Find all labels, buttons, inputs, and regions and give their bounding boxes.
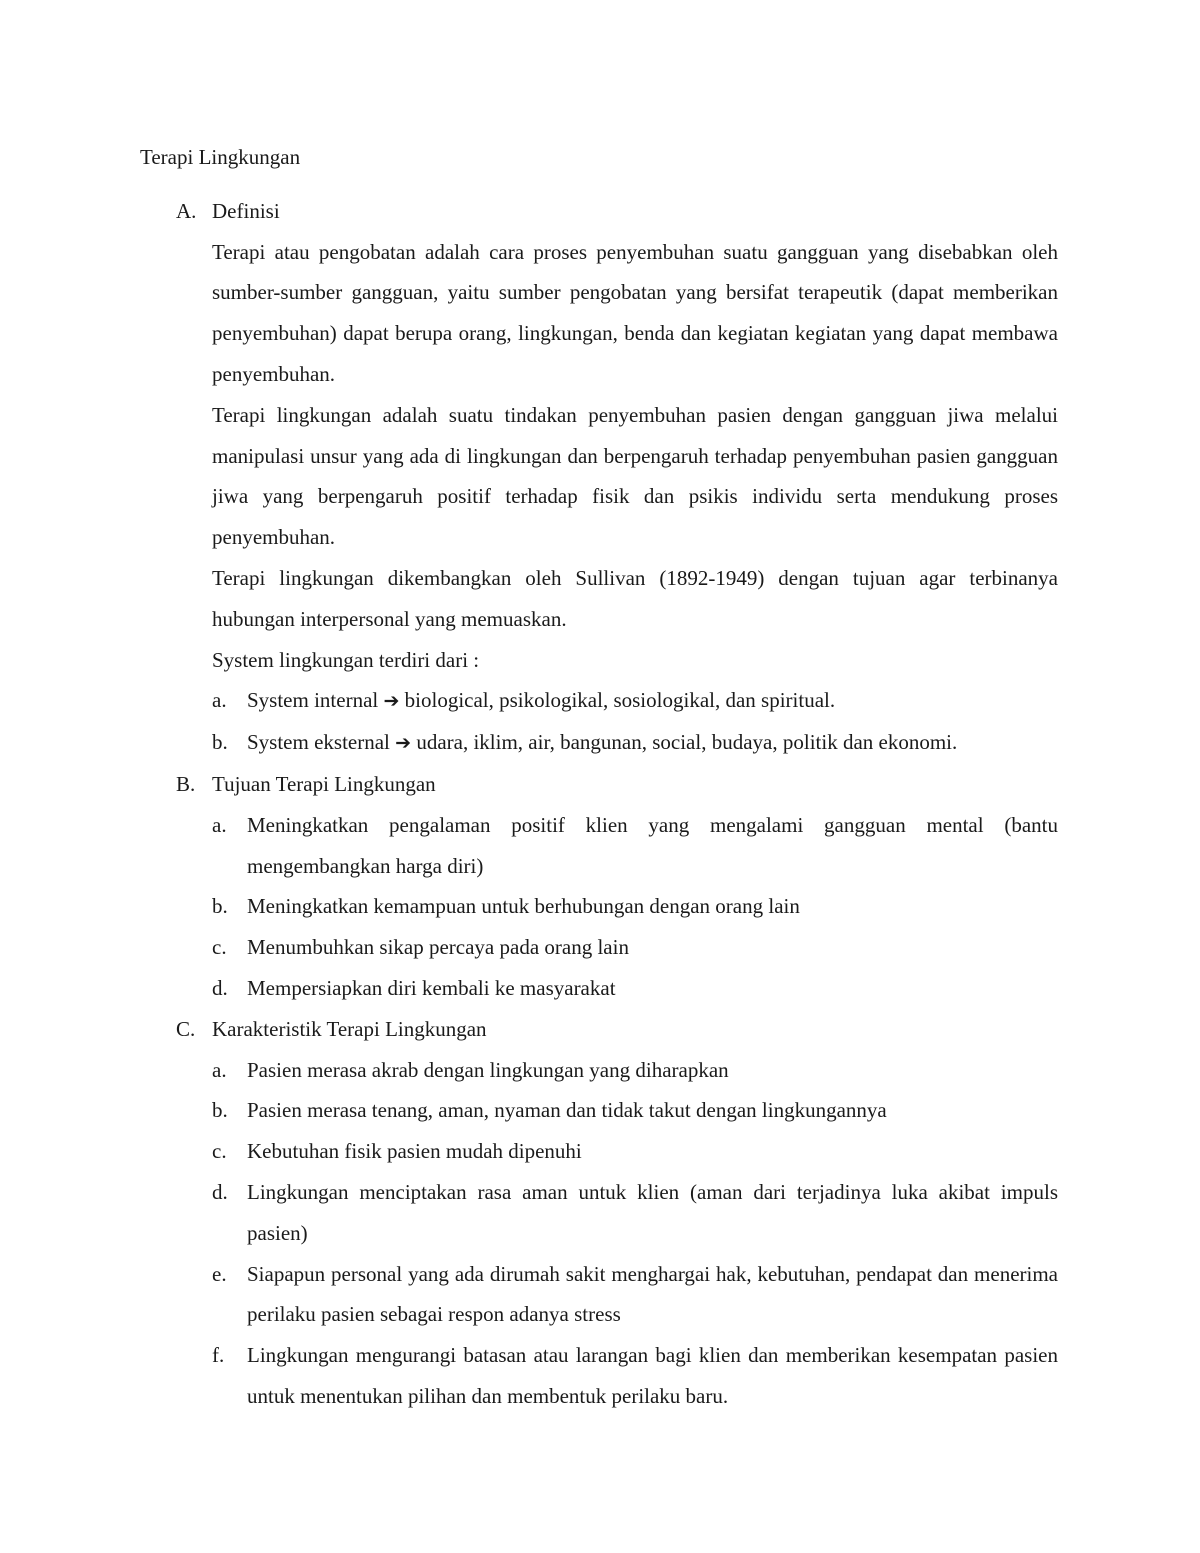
list-item-text: Pasien merasa akrab dengan lingkungan yang diharapkan (247, 1057, 729, 1082)
section-definisi (140, 191, 1058, 764)
list-item-text (247, 722, 1058, 764)
list-item (212, 968, 1058, 1009)
section-body (212, 1050, 1058, 1417)
list-item (212, 1254, 1058, 1336)
list-item-text: Siapapun personal yang ada dirumah sakit menghargai hak, kebutuhan, pendapat dan menerima perilaku pasien sebagai respon adanya stress (247, 1261, 1058, 1327)
list-item-text: Lingkungan menciptakan rasa aman untuk klien (aman dari terjadinya luka akibat impuls pasien) (247, 1179, 1058, 1245)
list-item-letter: a. (212, 688, 227, 713)
list-item (212, 1131, 1058, 1172)
system-label: System internal (247, 688, 379, 713)
list-item-letter: a. (212, 1057, 227, 1082)
section-heading (140, 191, 1058, 232)
list-item-letter: f. (212, 1343, 225, 1368)
list-item (212, 680, 1058, 722)
section-heading (140, 764, 1058, 805)
paragraph: Terapi atau pengobatan adalah cara proses penyembuhan suatu gangguan yang disebabkan oleh sumber-sumber gangguan, yaitu sumber pengobatan yang bersifat terapeutik (dapat memberikan penyembuhan) dapat berupa orang, lingkungan, benda dan kegiatan kegiatan yang dapat membawa penyembuhan. (212, 239, 1058, 386)
list-item (212, 805, 1058, 887)
list-item-letter: c. (212, 1139, 227, 1164)
list-item-text: Menumbuhkan sikap percaya pada orang lain (247, 935, 629, 960)
section-body (212, 805, 1058, 1009)
section-letter: C. (176, 1016, 196, 1041)
paragraph: Terapi lingkungan dikembangkan oleh Sullivan (1892-1949) dengan tujuan agar terbinanya hubungan interpersonal yang memuaskan. (212, 565, 1058, 631)
list-item-text: Meningkatkan pengalaman positif klien yang mengalami gangguan mental (bantu mengembangkan harga diri) (247, 812, 1058, 878)
list-item-letter: b. (212, 894, 228, 919)
paragraph: Terapi lingkungan adalah suatu tindakan penyembuhan pasien dengan gangguan jiwa melalui manipulasi unsur yang ada di lingkungan dan berpengaruh terhadap penyembuhan pasien gangguan jiwa yang berpengaruh positif terhadap fisik dan psikis individu serta mendukung proses penyembuhan. (212, 402, 1058, 550)
arrow-right-icon: ➔ (383, 690, 400, 713)
section-body (212, 232, 1058, 764)
section-letter: B. (176, 771, 196, 796)
list-item-text: Pasien merasa tenang, aman, nyaman dan tidak takut dengan lingkungannya (247, 1098, 887, 1123)
document-content (140, 137, 1058, 1417)
list-item (212, 1172, 1058, 1254)
section-tujuan (140, 764, 1058, 1009)
document-title: Terapi Lingkungan (140, 145, 301, 169)
list-item-letter: b. (212, 730, 228, 755)
list-item (212, 1090, 1058, 1131)
list-item-letter: d. (212, 975, 228, 1000)
list-item-letter: b. (212, 1098, 228, 1123)
section-karakteristik (140, 1009, 1058, 1417)
section-title: Tujuan Terapi Lingkungan (212, 771, 436, 796)
arrow-right-icon: ➔ (395, 732, 412, 755)
list-item (212, 927, 1058, 968)
list-item-letter: a. (212, 812, 227, 837)
list-item-text: Lingkungan mengurangi batasan atau larangan bagi klien dan memberikan kesempatan pasien untuk menentukan pilihan dan membentuk perilaku baru. (247, 1343, 1058, 1408)
system-description: udara, iklim, air, bangunan, social, budaya, politik dan ekonomi. (416, 730, 958, 755)
list-item-text: Meningkatkan kemampuan untuk berhubungan dengan orang lain (247, 894, 800, 919)
list-item (212, 1335, 1058, 1417)
section-title: Karakteristik Terapi Lingkungan (212, 1016, 487, 1041)
system-label: System eksternal (247, 730, 390, 755)
section-title: Definisi (212, 198, 280, 223)
section-letter: A. (176, 198, 197, 223)
list-item (212, 1050, 1058, 1091)
section-heading (140, 1009, 1058, 1050)
list-item-text: Mempersiapkan diri kembali ke masyarakat (247, 975, 616, 1000)
list-item (212, 722, 1058, 764)
list-item-text: Kebutuhan fisik pasien mudah dipenuhi (247, 1139, 582, 1164)
list-item-letter: e. (212, 1261, 227, 1286)
paragraph: System lingkungan terdiri dari : (212, 647, 480, 672)
system-description: biological, psikologikal, sosiologikal, dan spiritual. (404, 688, 836, 713)
list-item-letter: c. (212, 935, 227, 960)
list-item (212, 886, 1058, 927)
list-item-letter: d. (212, 1179, 228, 1204)
list-item-text (247, 680, 1058, 722)
